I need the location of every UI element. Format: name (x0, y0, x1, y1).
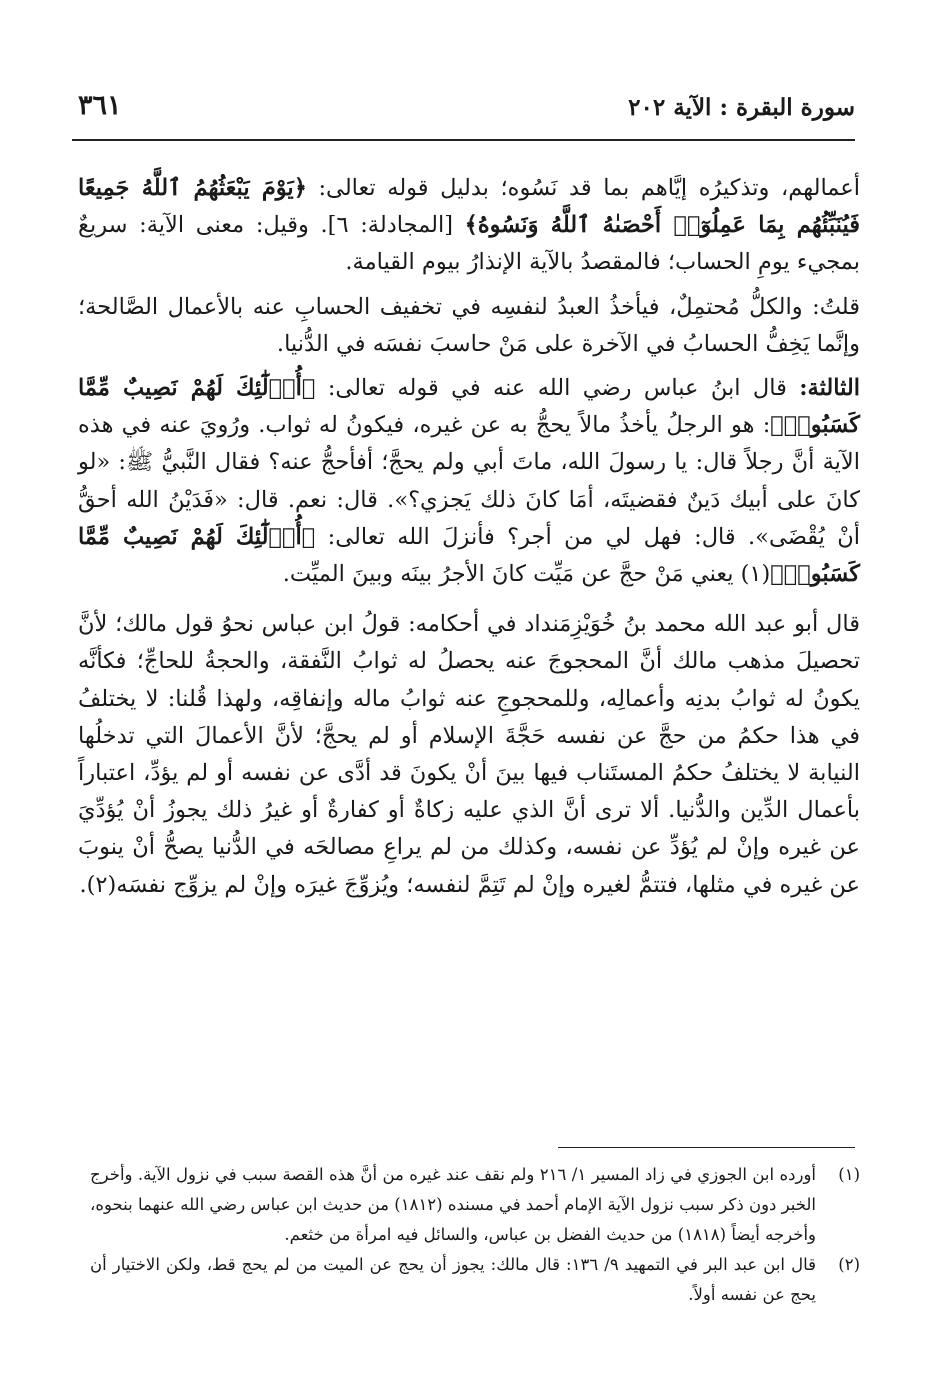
footnote (90, 1250, 860, 1310)
text-span: : هو الرجلُ يأخذُ مالاً يحجُّ به عن غيره، فيكونُ له ثواب. ورُويَ عنه في هذه الآية أنَّ رجلاً قال: يا رسولَ الله، ماتَ أبي ولم يحجَّ؛ أفأحجُّ عنه؟ فقال النَّبيُّ ﷺ: «لو كانَ على أبيك دَينٌ فقضيتَه، أمَا كانَ ذلك يَجزي؟». قال: نعم. قال: «فَدَيْنُ الله أحقُّ أنْ يُقْضَى». قال: فهل لي من أجر؟ فأنزلَ الله تعالى: (78, 412, 860, 550)
running-title: سورة البقرة : الآية ٢٠٢ (628, 94, 855, 121)
running-header (72, 86, 855, 136)
text-span: [المجادلة: ٦]. وقيل: معنى الآية: سريعٌ بمجيء يومِ الحساب؛ فالمقصدُ بالآية الإنذارُ بيوم القيامة. (78, 212, 860, 276)
quran-verse: ﴿يَوْمَ يَبْعَثُهُمُ ٱللَّهُ جَمِيعًا فَيُنَبِّئُهُم بِمَا عَمِلُوٓا۟ أَحْصَىٰهُ ٱللَّهُ وَنَسُوهُ﴾ (78, 175, 861, 239)
section-lead: الثالثة: (799, 375, 861, 402)
footnote (90, 1160, 860, 1250)
text-span: (١) يعني مَنْ حجَّ عن مَيِّت كانَ الأجرُ بينَه وبينَ الميِّت. (282, 561, 771, 588)
quran-verse: ﴿أُو۟لَٰٓئِكَ لَهُمْ نَصِيبٌ مِّمَّا كَسَبُوا۟﴾ (78, 523, 860, 588)
footnote-text: قال ابن عبد البر في التمهيد ٩/ ١٣٦: قال مالك: يجوز أن يحج عن الميت من لم يحج قط، ولكن الاختيار أن يحج عن نفسه أولاً. (90, 1255, 816, 1304)
main-text (78, 170, 860, 904)
paragraph-3 (78, 370, 860, 593)
paragraph-1 (78, 170, 860, 282)
paragraph-2: قلتُ: والكلُّ مُحتمِلٌ، فيأخذُ العبدُ لنفسِه في تخفيف الحسابِ عنه بالأعمال الصَّالحة؛ وإنَّما يَخِفُّ الحسابُ في الآخرة على مَنْ حاسبَ نفسَه في الدُّنيا. (78, 293, 860, 357)
header-rule (72, 139, 855, 141)
text-span: قال ابنُ عباس رضي الله عنه في قوله تعالى: (315, 375, 800, 402)
footnote-rule (558, 1147, 855, 1148)
paragraph-4: قال أبو عبد الله محمد بنُ خُوَيْزِمَنداد في أحكامه: قولُ ابن عباس نحوُ قول مالك؛ لأنَّ تحصيلَ مذهب مالك أنَّ المحجوجَ عنه يحصلُ له ثوابُ النَّفقة، والحجةُ للحاجِّ؛ فكأنَّه يكونُ له ثوابُ بدنِه وأعمالِه، وللمحجوجِ عنه ثوابُ ماله وإنفاقِه، ولهذا قُلنا: لا يختلفُ في هذا حكمُ من حجَّ عن نفسه حَجَّةَ الإسلام أو لم يحجَّ؛ لأنَّ الأعمالَ التي تدخلُها النيابة لا يختلفُ حكمُ المستَناب فيها بينَ أنْ يكونَ قد أدَّى عن نفسه أو لم يؤدِّ، اعتباراً بأعمال الدِّين والدُّنيا. ألا ترى أنَّ الذي عليه زكاةٌ أو كفارةٌ أو غيرُ ذلك يجوزُ أنْ يُؤدِّيَ عن غيره وإنْ لم يُؤدِّ عن نفسه، وكذلك من لم يراعِ مصالحَه في الدُّنيا يصحُّ أنْ ينوبَ عن غيره في مثلها، فتتمُّ لغيره وإنْ لم تَتِمَّ لنفسه؛ ويُزوِّجَ غيرَه وإنْ لم يزوِّج نفسَه(٢). (78, 611, 860, 898)
page-number: ٣٦١ (78, 90, 122, 121)
footnotes (90, 1160, 860, 1310)
text-span: أعمالهم، وتذكيرُه إيَّاهم بما قد نَسُوه؛ بدليل قوله تعالى: (306, 175, 860, 201)
footnote-text: أورده ابن الجوزي في زاد المسير ١/ ٢١٦ ولم نقف عند غيره من أنَّ هذه القصة سبب في نزول الآية. وأخرج الخبر دون ذكر سبب نزول الآية الإمام أحمد في مسنده (١٨١٢) من حديث ابن عباس رضي الله عنهما بنحوه، وأخرجه أيضاً (١٨١٨) من حديث الفضل بن عباس، والسائل فيه امرأة من خثعم. (90, 1165, 816, 1244)
footnote-number: (١) (838, 1165, 860, 1184)
quran-verse: ﴿أُو۟لَٰٓئِكَ لَهُمْ نَصِيبٌ مِّمَّا كَسَبُوا۟﴾ (78, 375, 860, 439)
footnote-number: (٢) (838, 1255, 860, 1274)
